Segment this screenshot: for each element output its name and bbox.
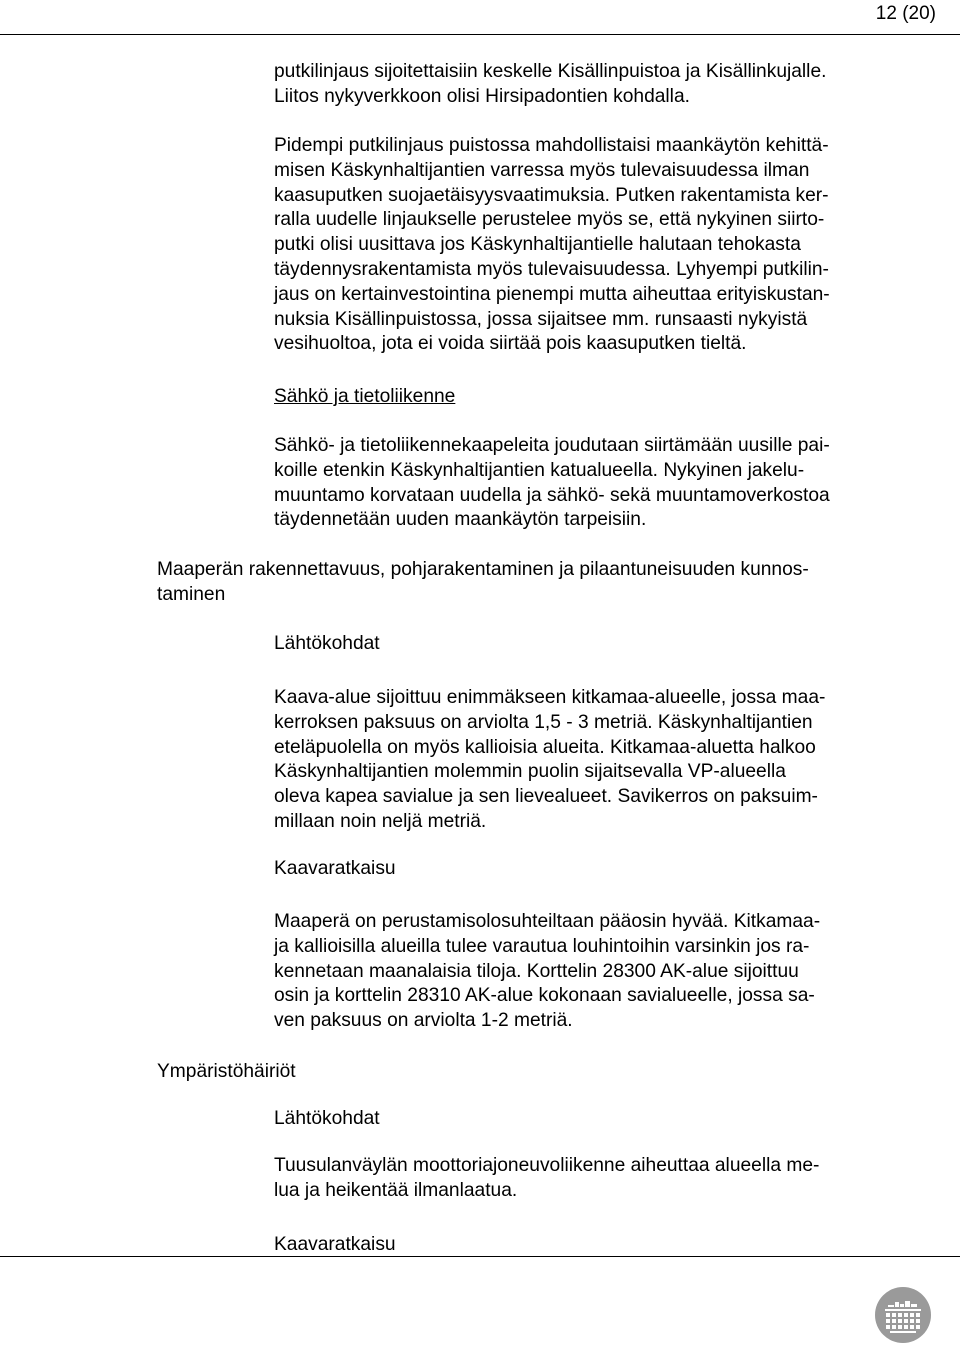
paragraph-pipeline-comparison [274,134,830,357]
paragraph-electricity [274,434,830,533]
text-line: täydennysrakentamista myös tulevaisuudessa. Lyhyempi putkilin- [274,258,829,280]
subheading-plan-solution: Kaavaratkaisu [274,858,396,879]
text-line: eteläpuolella on myös kallioisia alueita. Kitkamaa-aluetta halkoo [274,736,816,758]
text-line: muuntamo korvataan uudella ja sähkö- sekä muuntamoverkostoa [274,484,830,506]
text-line: kaasuputken suojaetäisyysvaatimuksia. Putken rakentamista ker- [274,184,829,206]
text-line: koille etenkin Käskynhaltijantien katualueella. Nykyinen jakelu- [274,459,805,481]
text-line: oleva kapea savialue ja sen lievealueet. Savikerros on paksuim- [274,786,818,808]
text-line: Maaperän rakennettavuus, pohjarakentaminen ja pilaantuneisuuden kunnos- [157,559,809,580]
section-heading-soil [157,558,809,608]
text-line: Pidempi putkilinjaus puistossa mahdollistaisi maankäytön kehittä- [274,135,829,156]
text-line: ja kallioisilla alueilla tulee varautua louhintoihin varsinkin jos ra- [274,935,810,957]
text-line: Sähkö- ja tietoliikennekaapeleita joudutaan siirtämään uusille pai- [274,435,830,456]
text-line: putki olisi uusittava jos Käskynhaltijantielle halutaan tehokasta [274,234,801,256]
subheading-starting-points: Lähtökohdat [274,633,380,654]
page-number: 12 (20) [875,3,936,24]
text-line: millaan noin neljä metriä. [274,810,487,832]
text-line: lua ja heikentää ilmanlaatua. [274,1179,518,1201]
paragraph-traffic-noise [274,1154,819,1204]
footer-divider [0,1256,960,1257]
text-line: taminen [157,583,226,605]
text-line: jaus on kertainvestointina pienempi mutta aiheuttaa erityiskustan- [274,283,830,305]
text-line: Käskynhaltijantien molemmin puolin sijaitsevalla VP-alueella [274,761,786,783]
text-line: vesihuoltoa, jota ei voida siirtää pois kaasuputken tieltä. [274,333,747,355]
paragraph-soil-solution [274,910,820,1034]
header-divider [0,34,960,35]
text-line: Kaava-alue sijoittuu enimmäkseen kitkamaa-alueelle, jossa maa- [274,687,826,708]
section-heading-environmental-disturbances: Ympäristöhäiriöt [157,1061,296,1082]
text-line: kennetaan maanalaisia tiloja. Korttelin 28300 AK-alue sijoittuu [274,960,799,982]
paragraph-pipeline-placement [274,60,826,110]
text-line: täydennetään uuden maankäytön tarpeisiin. [274,509,647,531]
heading-electricity-telecom: Sähkö ja tietoliikenne [274,386,456,407]
text-line: ven paksuus on arviolta 1-2 metriä. [274,1010,573,1032]
text-line: Maaperä on perustamisolosuhteiltaan pääosin hyvää. Kitkamaa- [274,911,821,932]
text-line: Tuusulanväylän moottoriajoneuvoliikenne aiheuttaa alueella me- [274,1155,820,1176]
text-line: kerroksen paksuus on arviolta 1,5 - 3 metriä. Käskynhaltijantien [274,711,813,733]
text-line: misen Käskynhaltijantien varressa myös tulevaisuudessa ilman [274,159,810,181]
text-line: ralla uudelle linjaukselle perustelee myös se, että nykyinen siirto- [274,209,825,231]
city-helsinki-logo-icon [874,1286,932,1344]
text-line: Liitos nykyverkkoon olisi Hirsipadontien kohdalla. [274,85,690,107]
subheading-plan-solution: Kaavaratkaisu [274,1234,396,1255]
paragraph-soil-conditions [274,686,825,835]
text-line: osin ja korttelin 28310 AK-alue kokonaan savialueelle, jossa sa- [274,985,815,1007]
text-line: nuksia Kisällinpuistossa, jossa sijaitsee mm. runsaasti nykyistä [274,308,808,330]
subheading-starting-points: Lähtökohdat [274,1108,380,1129]
text-line: putkilinjaus sijoitettaisiin keskelle Kisällinpuistoa ja Kisällinkujalle. [274,61,827,82]
